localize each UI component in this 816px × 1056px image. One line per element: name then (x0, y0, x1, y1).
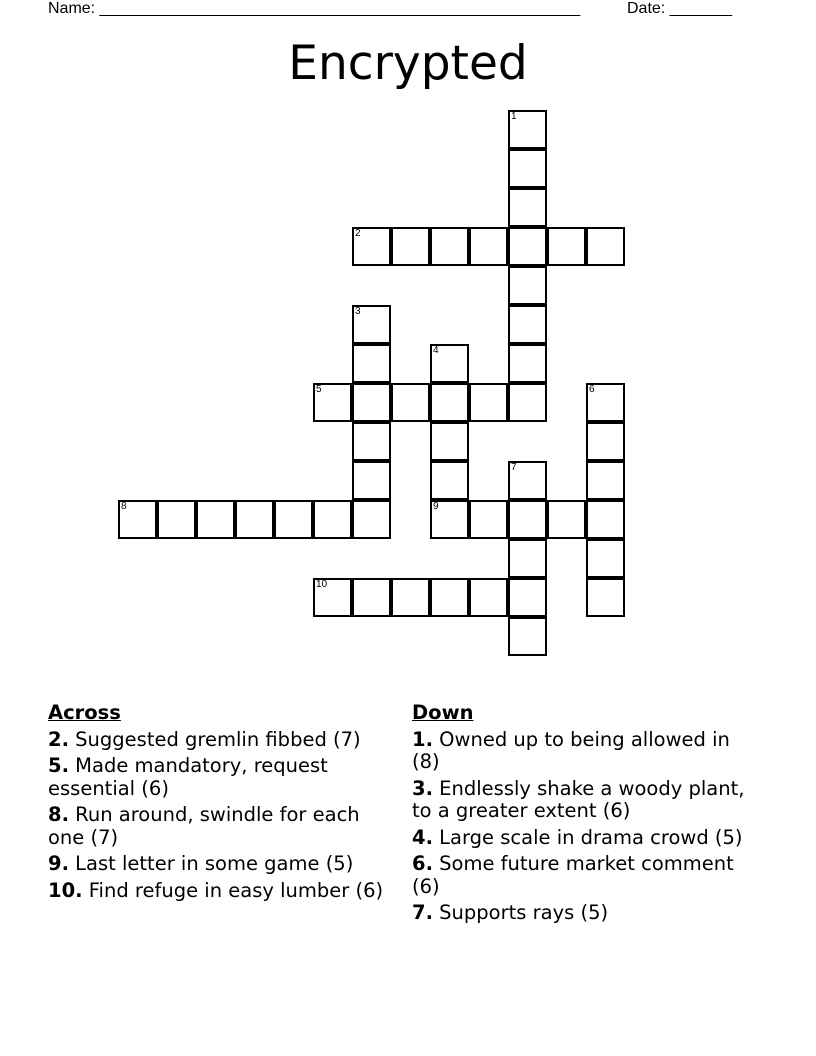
grid-cell[interactable] (469, 227, 508, 266)
grid-cell[interactable] (352, 383, 391, 422)
clue-number-label: 1 (511, 111, 517, 122)
grid-cell[interactable] (586, 422, 625, 461)
grid-cell[interactable] (508, 578, 547, 617)
clue-across-10 (48, 880, 393, 903)
grid-cell[interactable] (391, 227, 430, 266)
clue-across-8 (48, 804, 393, 849)
clue-text: Some future market comment (6) (412, 852, 734, 898)
grid-cell[interactable] (196, 500, 235, 539)
clue-across-5 (48, 755, 393, 800)
clue-number-label: 9 (433, 501, 439, 512)
clue-text: Find refuge in easy lumber (6) (82, 878, 384, 902)
grid-cell[interactable] (235, 500, 274, 539)
clue-text: Large scale in drama crowd (5) (432, 825, 743, 849)
clue-text: Owned up to being allowed in (8) (412, 727, 730, 773)
clue-down-1 (412, 729, 747, 774)
grid-cell[interactable] (352, 578, 391, 617)
puzzle-title: Encrypted (288, 36, 528, 91)
grid-cell[interactable] (547, 227, 586, 266)
grid-cell[interactable] (352, 500, 391, 539)
grid-cell[interactable] (586, 383, 625, 422)
grid-cell[interactable] (430, 344, 469, 383)
clue-number-label: 3 (355, 306, 361, 317)
clue-down-3 (412, 778, 747, 823)
grid-cell[interactable] (508, 305, 547, 344)
clue-number-label: 8 (121, 501, 127, 512)
clue-number: 5. (48, 754, 69, 777)
grid-cell[interactable] (157, 500, 196, 539)
grid-cell[interactable] (430, 422, 469, 461)
clue-number: 10. (48, 878, 83, 902)
grid-cell[interactable] (586, 227, 625, 266)
clue-number: 8. (48, 803, 69, 826)
grid-cell[interactable] (508, 149, 547, 188)
across-clues (48, 702, 393, 906)
grid-cell[interactable] (547, 500, 586, 539)
grid-cell[interactable] (508, 500, 547, 539)
grid-cell[interactable] (508, 344, 547, 383)
grid-cell[interactable] (586, 500, 625, 539)
down-clues (412, 702, 747, 929)
grid-cell[interactable] (391, 383, 430, 422)
grid-cell[interactable] (274, 500, 313, 539)
grid-cell[interactable] (430, 227, 469, 266)
clue-text: Supports rays (5) (432, 901, 609, 924)
down-heading: Down (412, 701, 474, 724)
grid-cell[interactable] (352, 461, 391, 500)
grid-cell[interactable] (508, 383, 547, 422)
clue-text: Run around, swindle for each one (7) (48, 803, 360, 849)
clue-down-7 (412, 902, 747, 925)
grid-cell[interactable] (430, 461, 469, 500)
grid-cell[interactable] (313, 578, 352, 617)
clue-number: 7. (412, 901, 433, 924)
grid-cell[interactable] (469, 578, 508, 617)
clue-text: Last letter in some game (5) (68, 852, 354, 875)
grid-cell[interactable] (352, 305, 391, 344)
grid-cell[interactable] (586, 578, 625, 617)
grid-cell[interactable] (508, 539, 547, 578)
grid-cell[interactable] (508, 110, 547, 149)
date-field-label[interactable]: Date: _______ (627, 0, 732, 17)
grid-cell[interactable] (430, 578, 469, 617)
name-field-label[interactable]: Name: ______________________________________________________ (48, 0, 581, 17)
clue-text: Suggested gremlin fibbed (7) (68, 727, 361, 751)
clue-number: 4. (412, 825, 433, 849)
grid-cell[interactable] (508, 617, 547, 656)
grid-cell[interactable] (469, 383, 508, 422)
grid-cell[interactable] (118, 500, 157, 539)
clue-number: 2. (48, 727, 69, 751)
clue-number-label: 7 (511, 462, 517, 473)
grid-cell[interactable] (508, 266, 547, 305)
grid-cell[interactable] (391, 578, 430, 617)
clue-number: 1. (412, 727, 433, 751)
clue-number-label: 6 (589, 384, 595, 395)
clue-across-9 (48, 853, 393, 876)
grid-cell[interactable] (430, 383, 469, 422)
grid-cell[interactable] (508, 227, 547, 266)
clue-number-label: 2 (355, 228, 361, 239)
grid-cell[interactable] (586, 461, 625, 500)
grid-cell[interactable] (586, 539, 625, 578)
clue-text: Made mandatory, request essential (6) (48, 754, 328, 800)
clue-number: 9. (48, 852, 69, 875)
clue-across-2 (48, 729, 393, 752)
clue-text: Endlessly shake a woody plant, to a greater extent (6) (412, 776, 745, 822)
clue-down-4 (412, 827, 747, 850)
clue-number: 3. (412, 776, 433, 800)
clue-number-label: 5 (316, 384, 322, 395)
across-heading: Across (48, 701, 121, 724)
grid-cell[interactable] (352, 422, 391, 461)
clue-number-label: 4 (433, 345, 439, 356)
grid-cell[interactable] (508, 188, 547, 227)
clue-number-label: 10 (316, 579, 328, 590)
clue-down-6 (412, 853, 747, 898)
grid-cell[interactable] (469, 500, 508, 539)
grid-cell[interactable] (313, 500, 352, 539)
clue-number: 6. (412, 852, 433, 875)
grid-cell[interactable] (352, 227, 391, 266)
grid-cell[interactable] (508, 461, 547, 500)
grid-cell[interactable] (352, 344, 391, 383)
grid-cell[interactable] (313, 383, 352, 422)
grid-cell[interactable] (430, 500, 469, 539)
